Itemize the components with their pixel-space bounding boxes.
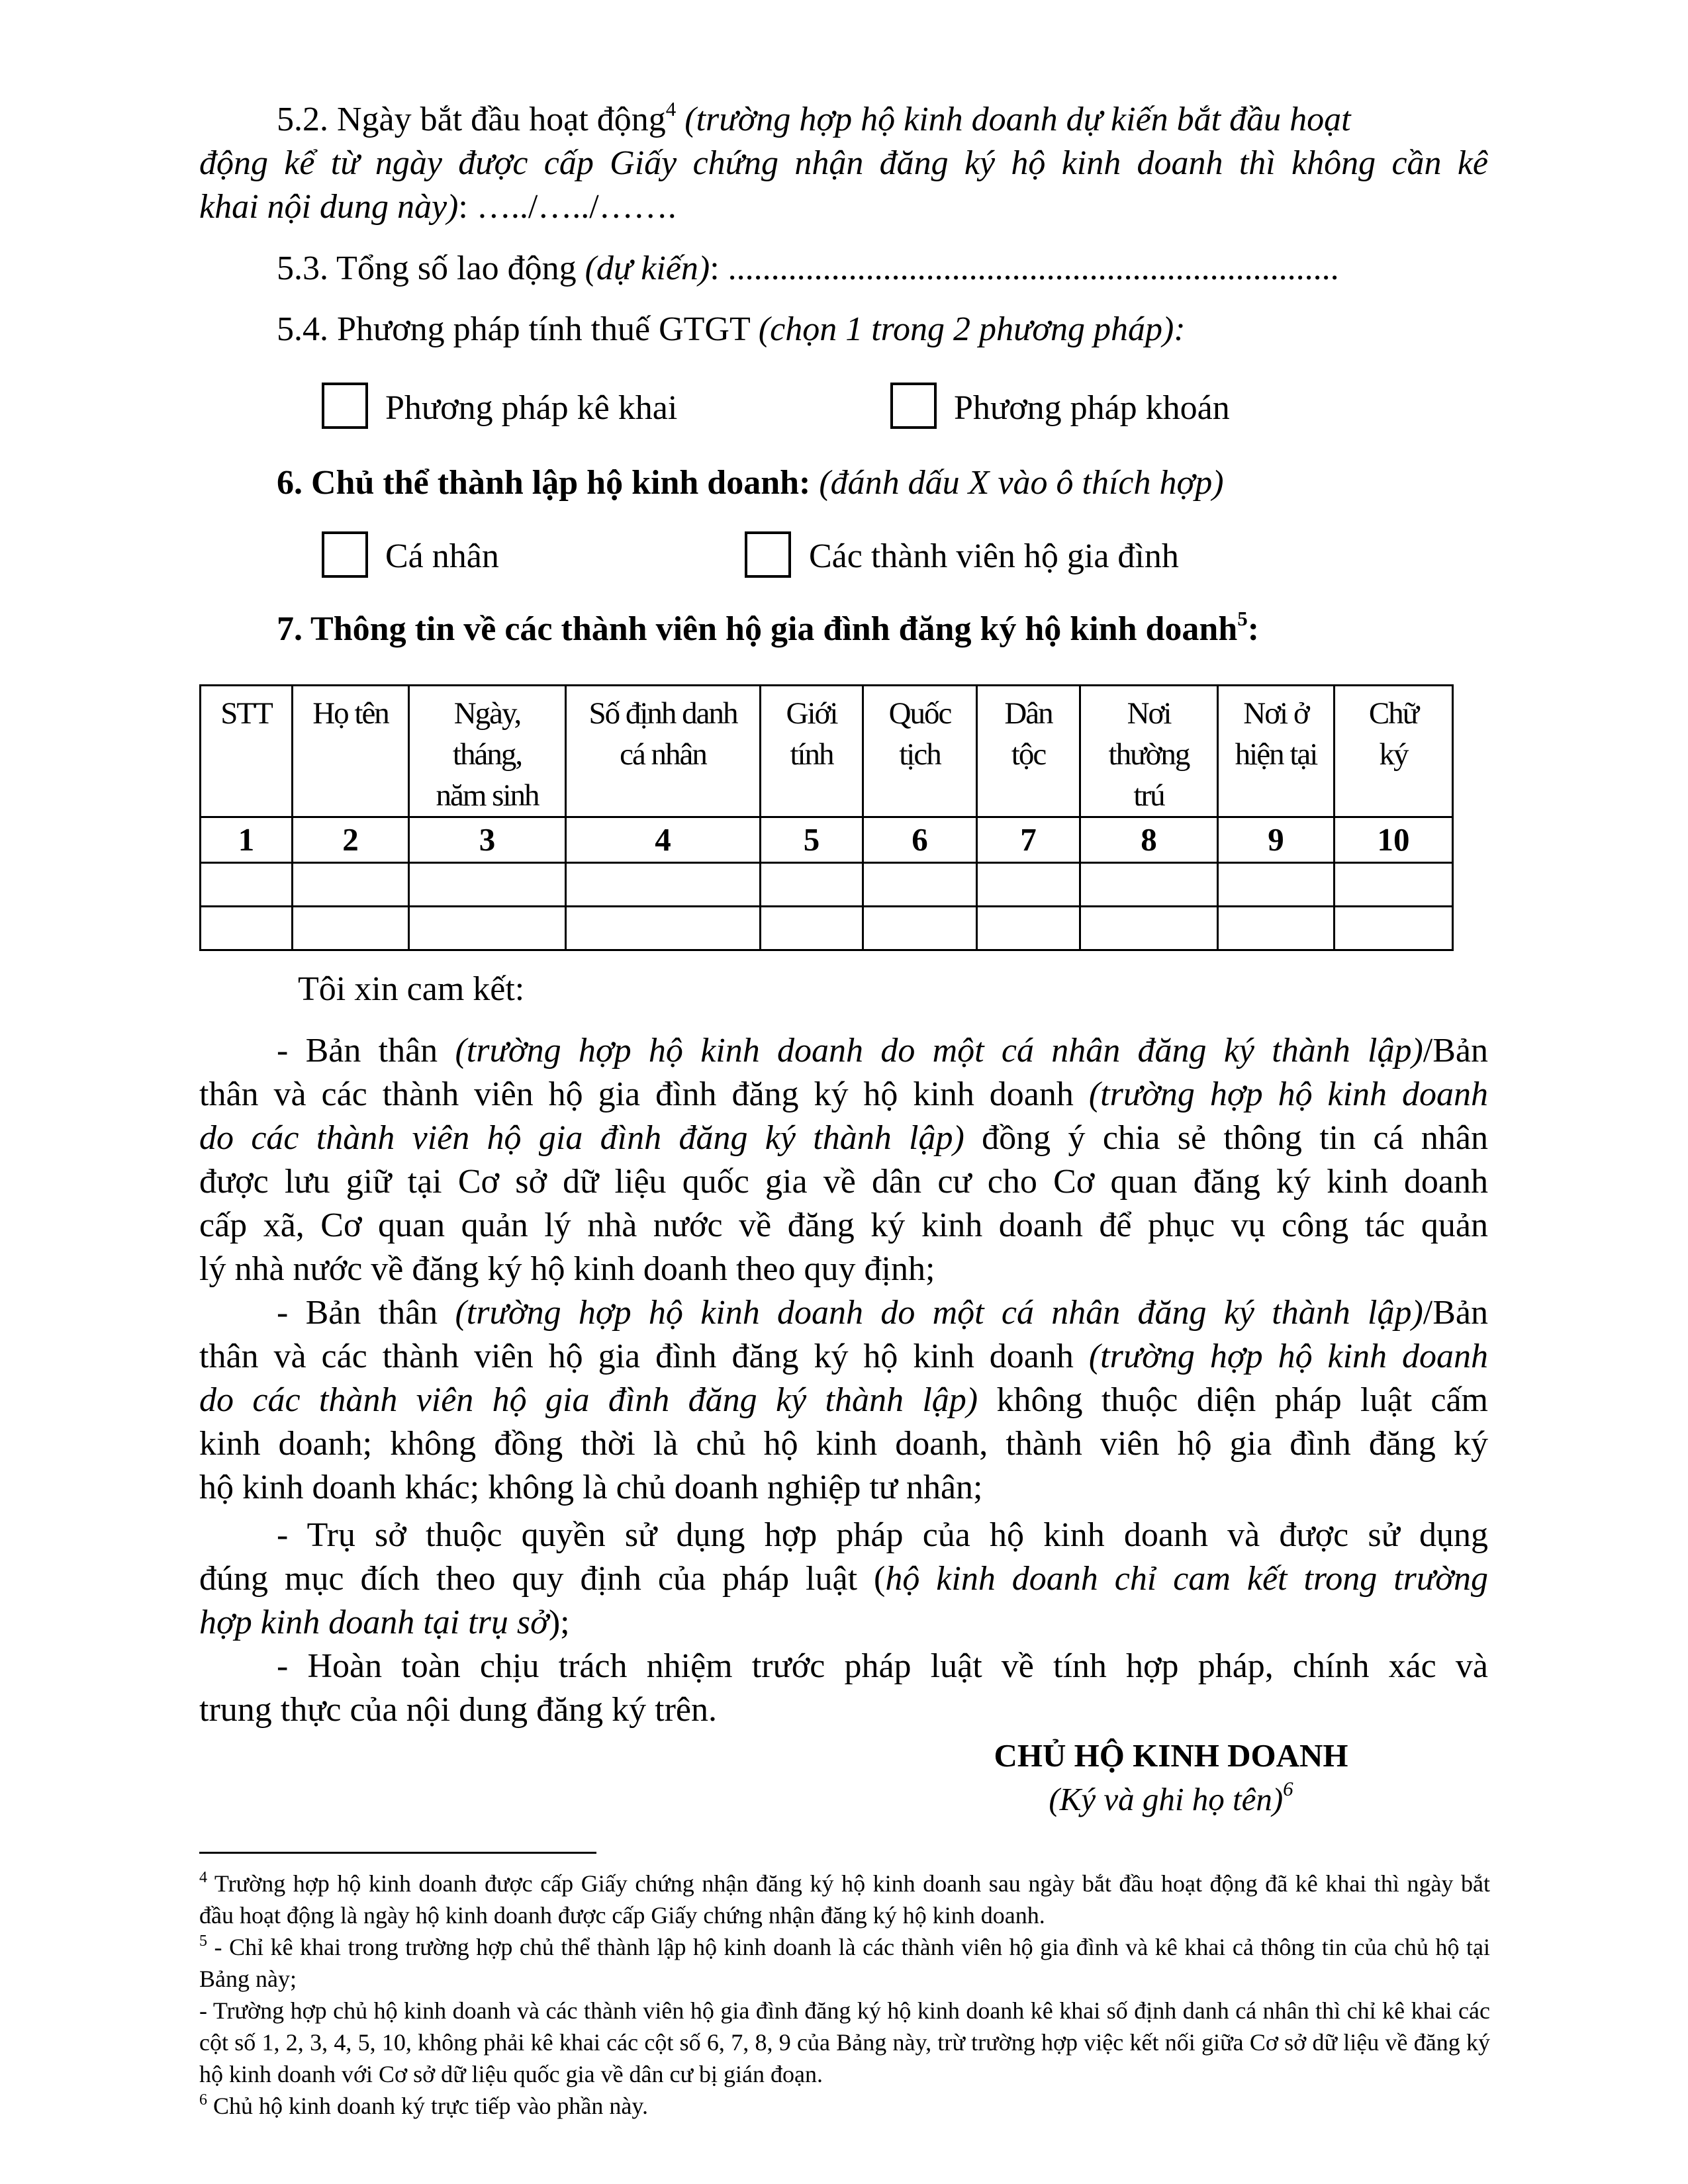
- option-khoan-label: Phương pháp khoán: [954, 389, 1230, 427]
- commit-p2-line-4: kinh doanh; không đồng thời là chủ hộ kinh doanh, thành viên hộ gia đình đăng ký: [199, 1425, 1488, 1463]
- table-cell[interactable]: [761, 863, 863, 907]
- commit-text: đúng mục đích theo quy định của pháp luật (: [199, 1560, 886, 1598]
- checkbox-ke-khai[interactable]: [322, 383, 368, 429]
- col-header-text: Quốc: [888, 696, 951, 731]
- s52-label: 5.2. Ngày bắt đầu hoạt động: [277, 101, 666, 138]
- col-header-ngay-sinh: [409, 686, 566, 817]
- col-header-text: cá nhân: [620, 737, 706, 772]
- footnote-5-line-5: hộ kinh doanh với Cơ sở dữ liệu quốc gia về dân cư bị gián đoạn.: [199, 2061, 823, 2087]
- s7-colon: :: [1247, 610, 1260, 648]
- s54-line: [277, 308, 1186, 351]
- column-number: 5: [761, 817, 863, 863]
- commit-p4-line-2: trung thực của nội dung đăng ký trên.: [199, 1691, 718, 1729]
- commit-note: hợp kinh doanh tại trụ sở: [199, 1604, 549, 1641]
- table-cell[interactable]: [201, 907, 293, 950]
- col-header-text: tháng,: [452, 737, 522, 772]
- commit-p1-line-2: [199, 1073, 1488, 1116]
- commit-text: thân và các thành viên hộ gia đình đăng ký hộ kinh doanh: [199, 1338, 1089, 1375]
- commit-note: hộ kinh doanh chỉ cam kết trong trường: [885, 1560, 1488, 1598]
- col-header-so-dinh-danh: [566, 686, 761, 817]
- footnote-5-line-2: Bảng này;: [199, 1966, 297, 1992]
- col-header-text: thường: [1108, 737, 1190, 772]
- table-cell[interactable]: [566, 907, 761, 950]
- checkbox-ca-nhan[interactable]: [322, 531, 368, 578]
- commit-note: (trường hợp hộ kinh doanh do một cá nhân đăng ký thành lập): [455, 1032, 1423, 1069]
- col-header-text: STT: [220, 696, 272, 731]
- col-header-text: tộc: [1011, 737, 1046, 772]
- s53-note: (dự kiến): [585, 250, 710, 287]
- footnote-5-line-3: - Trường hợp chủ hộ kinh doanh và các thành viên hộ gia đình đăng ký hộ kinh doanh kê khai số định danh cá nhân thì chỉ kê khai các: [199, 1997, 1490, 2024]
- checkbox-thanh-vien[interactable]: [745, 531, 791, 578]
- table-cell[interactable]: [1335, 907, 1453, 950]
- column-number: 4: [566, 817, 761, 863]
- footnote-5-line-4: cột số 1, 2, 3, 4, 5, 10, không phải kê khai các cột số 6, 7, 8, 9 của Bảng này, trừ trường hợp việc kết nối giữa Cơ sở dữ liệu về đăng ký: [199, 2029, 1490, 2056]
- col-header-text: Chữ: [1368, 696, 1419, 731]
- col-header-text: Họ tên: [312, 696, 389, 731]
- table-cell[interactable]: [761, 907, 863, 950]
- footnote-ref-5: 5: [1237, 607, 1248, 630]
- table-cell[interactable]: [1080, 907, 1218, 950]
- table-cell[interactable]: [293, 907, 409, 950]
- table-cell[interactable]: [863, 863, 977, 907]
- s53-blank[interactable]: : .......................................................................: [710, 250, 1339, 287]
- s52-line-1: [277, 98, 1351, 142]
- commit-p2-line-5: hộ kinh doanh khác; không là chủ doanh nghiệp tư nhân;: [199, 1469, 983, 1506]
- commit-p2-line-2: [199, 1335, 1488, 1379]
- commit-p2-line-1: [199, 1291, 1488, 1335]
- column-number: 3: [409, 817, 566, 863]
- footnote-4-line-1: [199, 1868, 1490, 1899]
- column-number: 10: [1335, 817, 1453, 863]
- col-header-text: tính: [790, 737, 833, 772]
- footnote-6-line-1: [199, 2090, 1490, 2122]
- commit-p1-line-3: [199, 1116, 1488, 1160]
- commit-p3-line-3: [199, 1601, 570, 1645]
- commit-text: không thuộc diện pháp luật cấm: [978, 1381, 1488, 1419]
- s54-note: (chọn 1 trong 2 phương pháp):: [758, 310, 1186, 348]
- table-cell[interactable]: [1218, 863, 1335, 907]
- commit-text: /Bản: [1423, 1294, 1489, 1332]
- col-header-quoc-tich: [863, 686, 977, 817]
- s7-heading: [277, 608, 1259, 651]
- s7-label: 7. Thông tin về các thành viên hộ gia đình đăng ký hộ kinh doanh: [277, 610, 1238, 648]
- commit-p1-line-5: cấp xã, Cơ quan quản lý nhà nước về đăng ký kinh doanh để phục vụ công tác quản: [199, 1206, 1488, 1244]
- col-header-gioi-tinh: [761, 686, 863, 817]
- table-cell[interactable]: [201, 863, 293, 907]
- table-cell[interactable]: [293, 863, 409, 907]
- footnote-number: 4: [199, 1869, 207, 1886]
- s52-date-blank[interactable]: : …../…../…….: [458, 188, 677, 226]
- col-header-text: trú: [1133, 778, 1164, 813]
- column-number: 1: [201, 817, 293, 863]
- s52-note-end: khai nội dung này): [199, 188, 459, 226]
- signature-title: CHỦ HỘ KINH DOANH: [994, 1737, 1348, 1774]
- col-header-text: Dân: [1004, 696, 1053, 731]
- col-header-text: tịch: [899, 737, 941, 772]
- commit-note: do các thành viên hộ gia đình đăng ký thành lập): [199, 1119, 964, 1157]
- s6-line: [277, 461, 1224, 505]
- col-header-text: Nơi ở: [1243, 696, 1309, 731]
- footnote-text: Trường hợp hộ kinh doanh được cấp Giấy chứng nhận đăng ký hộ kinh doanh sau ngày bắt đầu hoạt động đã kê khai thì ngày bắt: [207, 1870, 1490, 1897]
- option-ke-khai-label: Phương pháp kê khai: [385, 389, 678, 427]
- signature-note-text: (Ký và ghi họ tên): [1049, 1781, 1284, 1817]
- table-cell[interactable]: [409, 907, 566, 950]
- footnote-text: - Chỉ kê khai trong trường hợp chủ thể thành lập hộ kinh doanh là các thành viên hộ gia đình và kê khai cả thông tin của chủ hộ tại: [207, 1934, 1490, 1960]
- column-number: 8: [1080, 817, 1218, 863]
- col-header-noi-thuong-tru: [1080, 686, 1218, 817]
- s52-line-3: [199, 185, 677, 229]
- s52-line-2: động kể từ ngày được cấp Giấy chứng nhận đăng ký hộ kinh doanh thì không cần kê: [199, 144, 1488, 182]
- table-row-empty-1: [201, 863, 1453, 907]
- commit-text: - Bản thân: [277, 1294, 455, 1332]
- footnote-number: 6: [199, 2091, 207, 2109]
- col-header-text: Nơi: [1127, 696, 1171, 731]
- s52-note: (trường hợp hộ kinh doanh dự kiến bắt đầu hoạt: [684, 101, 1351, 138]
- s6-note: (đánh dấu X vào ô thích hợp): [819, 464, 1224, 502]
- table-cell[interactable]: [1218, 907, 1335, 950]
- table-cell[interactable]: [409, 863, 566, 907]
- col-header-text: ký: [1379, 737, 1408, 772]
- table-header-row: [201, 686, 1453, 817]
- commit-text: );: [548, 1604, 570, 1641]
- column-number: 2: [293, 817, 409, 863]
- signature-note: [976, 1778, 1366, 1821]
- footnote-ref-6: 6: [1283, 1777, 1293, 1800]
- commit-p1-line-6: lý nhà nước về đăng ký hộ kinh doanh theo quy định;: [199, 1250, 935, 1288]
- col-header-noi-o-hien-tai: [1218, 686, 1335, 817]
- column-number: 7: [977, 817, 1080, 863]
- col-header-stt: [201, 686, 293, 817]
- footnote-separator: [199, 1852, 596, 1854]
- table-row-empty-2: [201, 907, 1453, 950]
- col-header-text: năm sinh: [436, 778, 539, 813]
- option-ca-nhan-label: Cá nhân: [385, 537, 499, 575]
- s53-line: [277, 247, 1339, 291]
- column-number: 6: [863, 817, 977, 863]
- commit-p3-line-2: [199, 1557, 1488, 1601]
- col-header-text: Giới: [786, 696, 837, 731]
- checkbox-khoan[interactable]: [890, 383, 937, 429]
- column-number-row: [201, 817, 1453, 863]
- commit-note: (trường hợp hộ kinh doanh: [1088, 1338, 1488, 1375]
- col-header-dan-toc: [977, 686, 1080, 817]
- commit-p4-line-1: - Hoàn toàn chịu trách nhiệm trước pháp luật về tính hợp pháp, chính xác và: [277, 1647, 1488, 1685]
- s53-label: 5.3. Tổng số lao động: [277, 250, 585, 287]
- commit-p2-line-3: [199, 1379, 1488, 1422]
- table-cell[interactable]: [1335, 863, 1453, 907]
- footnote-number: 5: [199, 1933, 207, 1950]
- table-cell[interactable]: [566, 863, 761, 907]
- commit-p1-line-1: [199, 1029, 1488, 1073]
- col-header-chu-ky: [1335, 686, 1453, 817]
- col-header-ho-ten: [293, 686, 409, 817]
- column-number: 9: [1218, 817, 1335, 863]
- commit-note: (trường hợp hộ kinh doanh do một cá nhân đăng ký thành lập): [455, 1294, 1423, 1332]
- table-cell[interactable]: [977, 863, 1080, 907]
- footnote-text: Chủ hộ kinh doanh ký trực tiếp vào phần này.: [207, 2093, 649, 2119]
- commit-text: đồng ý chia sẻ thông tin cá nhân: [964, 1119, 1489, 1157]
- s54-label: 5.4. Phương pháp tính thuế GTGT: [277, 310, 759, 348]
- table-cell[interactable]: [977, 907, 1080, 950]
- footnote-5-line-1: [199, 1931, 1490, 1963]
- commit-note: do các thành viên hộ gia đình đăng ký thành lập): [199, 1381, 978, 1419]
- col-header-text: Ngày,: [453, 696, 521, 731]
- commit-text: /Bản: [1423, 1032, 1489, 1069]
- commit-p1-line-4: được lưu giữ tại Cơ sở dữ liệu quốc gia về dân cư cho Cơ quan đăng ký kinh doanh: [199, 1163, 1488, 1201]
- commit-note: (trường hợp hộ kinh doanh: [1088, 1075, 1488, 1113]
- col-header-text: Số định danh: [588, 696, 737, 731]
- commit-text: thân và các thành viên hộ gia đình đăng ký hộ kinh doanh: [199, 1075, 1089, 1113]
- table-cell[interactable]: [1080, 863, 1218, 907]
- table-cell[interactable]: [863, 907, 977, 950]
- members-table: [199, 684, 1454, 951]
- commit-p3-line-1: - Trụ sở thuộc quyền sử dụng hợp pháp của hộ kinh doanh và được sử dụng: [277, 1516, 1488, 1554]
- option-thanh-vien-label: Các thành viên hộ gia đình: [809, 537, 1179, 575]
- s6-label: 6. Chủ thể thành lập hộ kinh doanh:: [277, 464, 820, 502]
- commit-intro: Tôi xin cam kết:: [298, 970, 525, 1008]
- col-header-text: hiện tại: [1235, 737, 1317, 772]
- commit-text: - Bản thân: [277, 1032, 455, 1069]
- footnote-ref-4: 4: [665, 97, 677, 120]
- footnote-4-line-2: đầu hoạt động là ngày hộ kinh doanh được cấp Giấy chứng nhận đăng ký hộ kinh doanh.: [199, 1902, 1045, 1929]
